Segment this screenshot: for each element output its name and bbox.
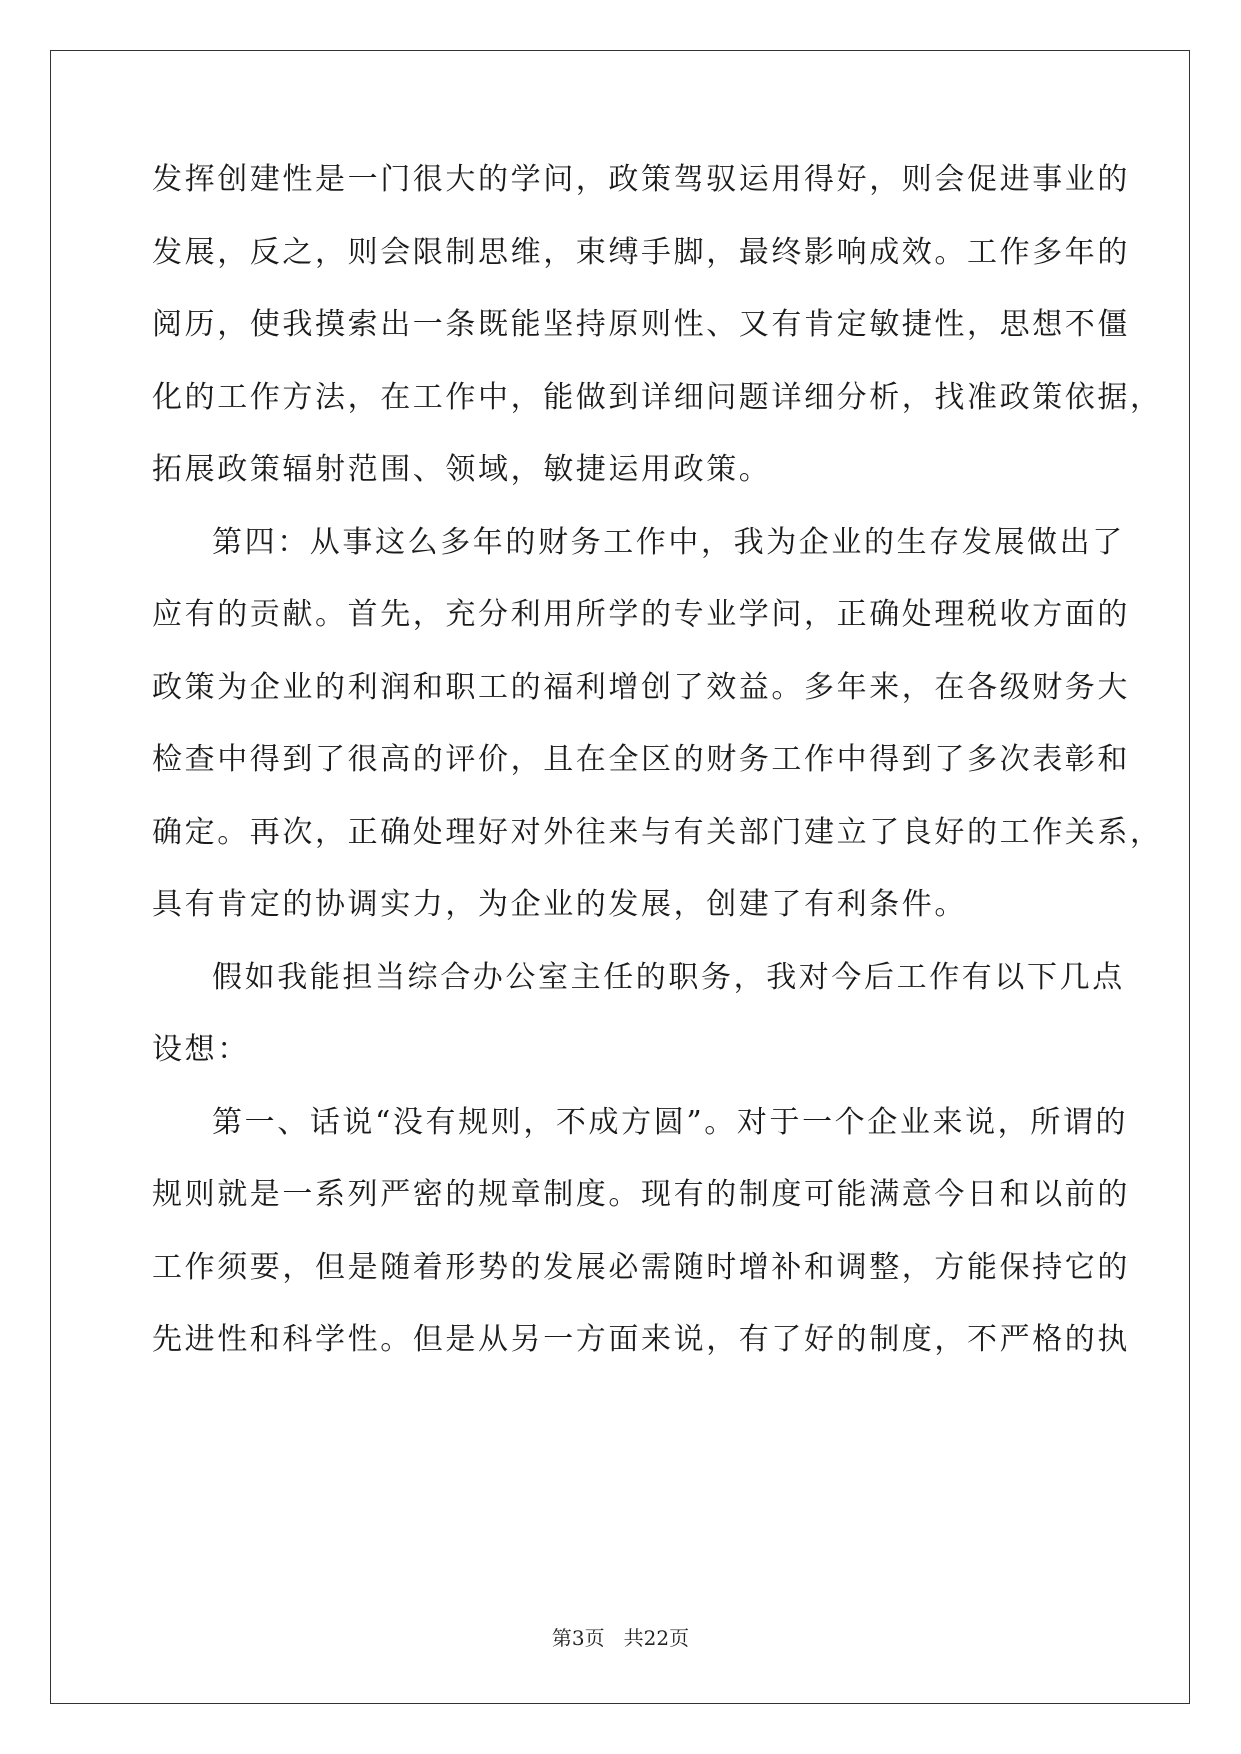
- text-line: 先进性和科学性。但是从另一方面来说，有了好的制度，不严格的执: [152, 1322, 1130, 1357]
- paragraph-start-line: 第一、话说“没有规则，不成方圆”。对于一个企业来说，所谓的: [212, 1105, 1129, 1140]
- paragraph-start-line: 假如我能担当综合办公室主任的职务，我对今后工作有以下几点: [212, 960, 1125, 995]
- text-line: 应有的贡献。首先，充分利用所学的专业学问，正确处理税收方面的: [152, 597, 1130, 632]
- page-number: 第3页 共22页: [551, 1626, 690, 1650]
- text-line: 确定。再次，正确处理好对外往来与有关部门建立了良好的工作关系，: [152, 815, 1163, 850]
- text-line: 拓展政策辐射范围、领域，敏捷运用政策。: [152, 452, 772, 487]
- text-line: 规则就是一系列严密的规章制度。现有的制度可能满意今日和以前的: [152, 1177, 1130, 1212]
- text-line: 具有肯定的协调实力，为企业的发展，创建了有利条件。: [152, 887, 967, 922]
- text-line: 阅历，使我摸索出一条既能坚持原则性、又有肯定敏捷性，思想不僵: [152, 307, 1130, 342]
- text-line: 工作须要，但是随着形势的发展必需随时增补和调整，方能保持它的: [152, 1250, 1130, 1285]
- text-line: 检查中得到了很高的评价，且在全区的财务工作中得到了多次表彰和: [152, 742, 1130, 777]
- paragraph-start-line: 第四：从事这么多年的财务工作中，我为企业的生存发展做出了: [212, 525, 1125, 560]
- page-border: [50, 50, 1190, 1704]
- text-line: 化的工作方法，在工作中，能做到详细问题详细分析，找准政策依据，: [152, 380, 1163, 415]
- text-line: 设想：: [152, 1032, 250, 1067]
- text-line: 政策为企业的利润和职工的福利增创了效益。多年来，在各级财务大: [152, 670, 1130, 705]
- text-line: 发挥创建性是一门很大的学问，政策驾驭运用得好，则会促进事业的: [152, 162, 1130, 197]
- text-line: 发展，反之，则会限制思维，束缚手脚，最终影响成效。工作多年的: [152, 235, 1130, 270]
